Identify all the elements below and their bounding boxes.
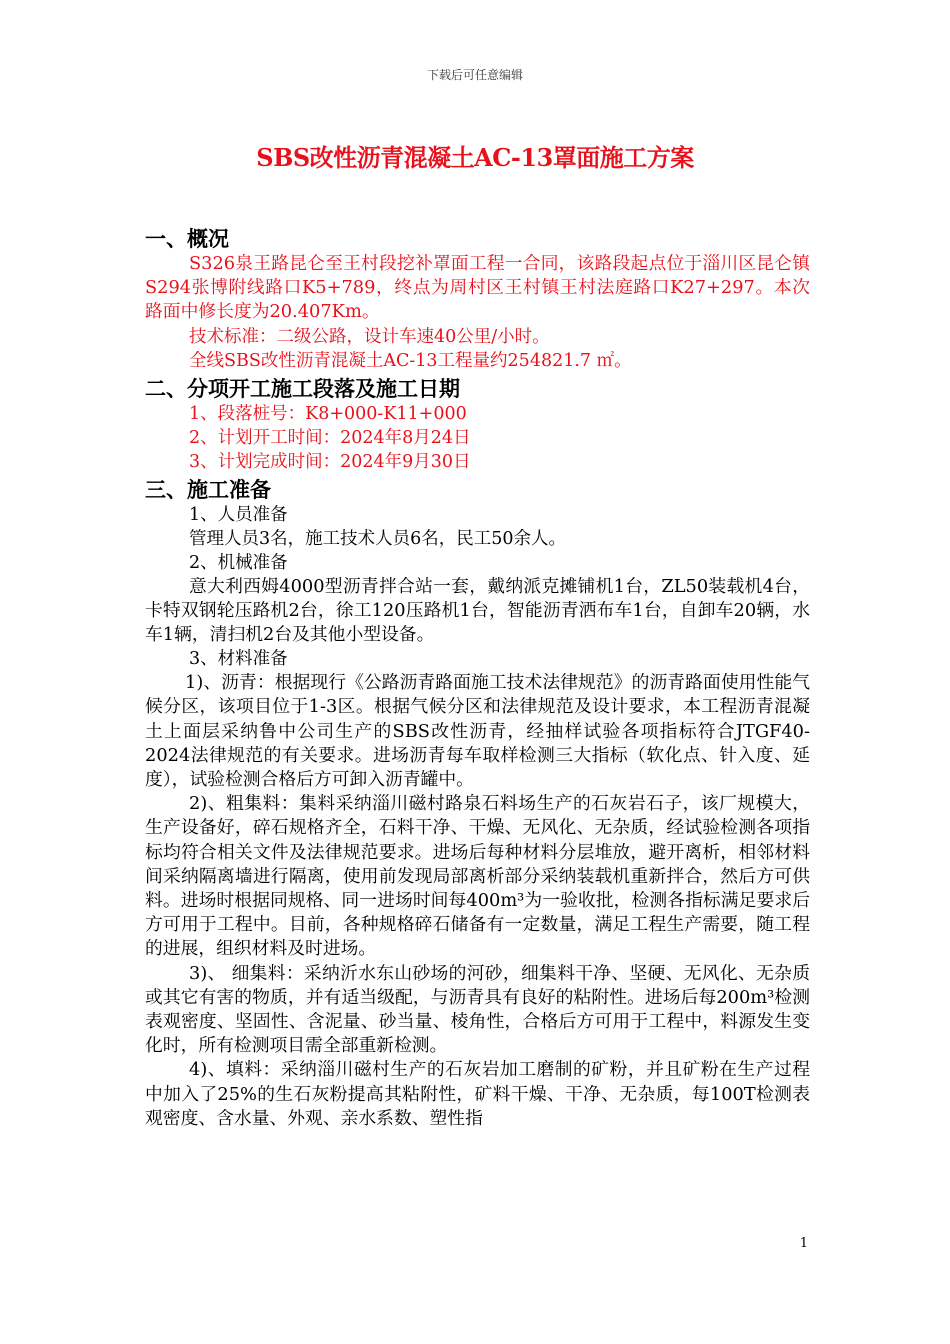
material-filler: 4)、填料：采纳淄川磁村生产的石灰岩加工磨制的矿粉，并且矿粉在生产过程中加入了25%的生石灰粉提高其粘附性，矿料干燥、干净、无杂质，每100T检测表观密度、含水量、外观、亲水系数、塑性指 <box>145 1059 810 1129</box>
material-coarse-aggregate: 2)、粗集料：集料采纳淄川磁村路泉石料场生产的石灰岩石子，该厂规模大，生产设备好，碎石规格齐全，石料干净、干燥、无风化、无杂质，经试验检测各项指标均符合相关文件及法律规范要求。进场后每种材料分层堆放，避开离析，相邻材料间采纳隔离墙进行隔离，使用前发现局部离析部分采纳装载机重新拌合，然后方可供料。进场时根据同规格、同一进场时间每400m³为一验收批，检测各指标满足要求后方可用于工程中。目前，各种规格碎石储备有一定数量，满足工程生产需要，随工程的进展，组织材料及时进场。 <box>145 793 810 960</box>
subheading-machinery: 2、机械准备 <box>189 552 288 573</box>
header-note: 下载后可任意编辑 <box>426 68 523 82</box>
subheading-materials: 3、材料准备 <box>189 649 288 670</box>
schedule-item: 3、计划完成时间：2024年9月30日 <box>189 451 471 472</box>
section-heading-preparation: 三、施工准备 <box>145 477 271 502</box>
section-heading-overview: 一、概况 <box>145 227 229 251</box>
personnel-text: 管理人员3名，施工技术人员6名，民工50余人。 <box>189 528 567 549</box>
subheading-personnel: 1、人员准备 <box>189 504 288 525</box>
page-number: 1 <box>799 1236 808 1251</box>
schedule-item: 1、段落桩号：K8+000-K11+000 <box>189 403 467 424</box>
document-body <box>145 226 810 1131</box>
overview-paragraph: S326泉王路昆仑至王村段挖补罩面工程一合同，该路段起点位于淄川区昆仑镇S294张博附线路口K5+789，终点为周村区王村镇王村法庭路口K27+297。本次路面中修长度为20.407Km。 <box>145 253 810 323</box>
material-fine-aggregate: 3)、 细集料：采纳沂水东山砂场的河砂，细集料干净、坚硬、无风化、无杂质或其它有害的物质，并有适当级配，与沥青具有良好的粘附性。进场后每200m³检测表观密度、坚固性、含泥量、砂当量、棱角性，合格后方可用于工程中，料源发生变化时，所有检测项目需全部重新检测。 <box>145 962 810 1057</box>
schedule-item: 2、计划开工时间：2024年8月24日 <box>189 427 471 448</box>
section-heading-schedule: 二、分项开工施工段落及施工日期 <box>145 376 460 401</box>
machinery-text: 意大利西姆4000型沥青拌合站一套，戴纳派克摊铺机1台，ZL50装载机4台，卡特双钢轮压路机2台，徐工120压路机1台，智能沥青洒布车1台，自卸车20辆，水车1辆，清扫机2台及其他小型设备。 <box>145 575 810 646</box>
document-title: SBS改性沥青混凝土AC-13罩面施工方案 <box>256 143 694 172</box>
technical-standard: 技术标准：二级公路，设计车速40公里/小时。 <box>189 326 550 347</box>
material-asphalt: 1)、沥青：根据现行《公路沥青路面施工技术法律规范》的沥青路面使用性能气候分区，该项目位于1-3区。根据气候分区和法律规范及设计要求，本工程沥青混凝土上面层采纳鲁中公司生产的SBS改性沥青，经抽样试验各项指标符合JTGF40-2024法律规范的有关要求。进场沥青每车取样检测三大指标（软化点、针入度、延度），试验检测合格后方可卸入沥青罐中。 <box>145 672 810 791</box>
quantity-text: 全线SBS改性沥青混凝土AC-13工程量约254821.7 ㎡。 <box>189 350 632 371</box>
